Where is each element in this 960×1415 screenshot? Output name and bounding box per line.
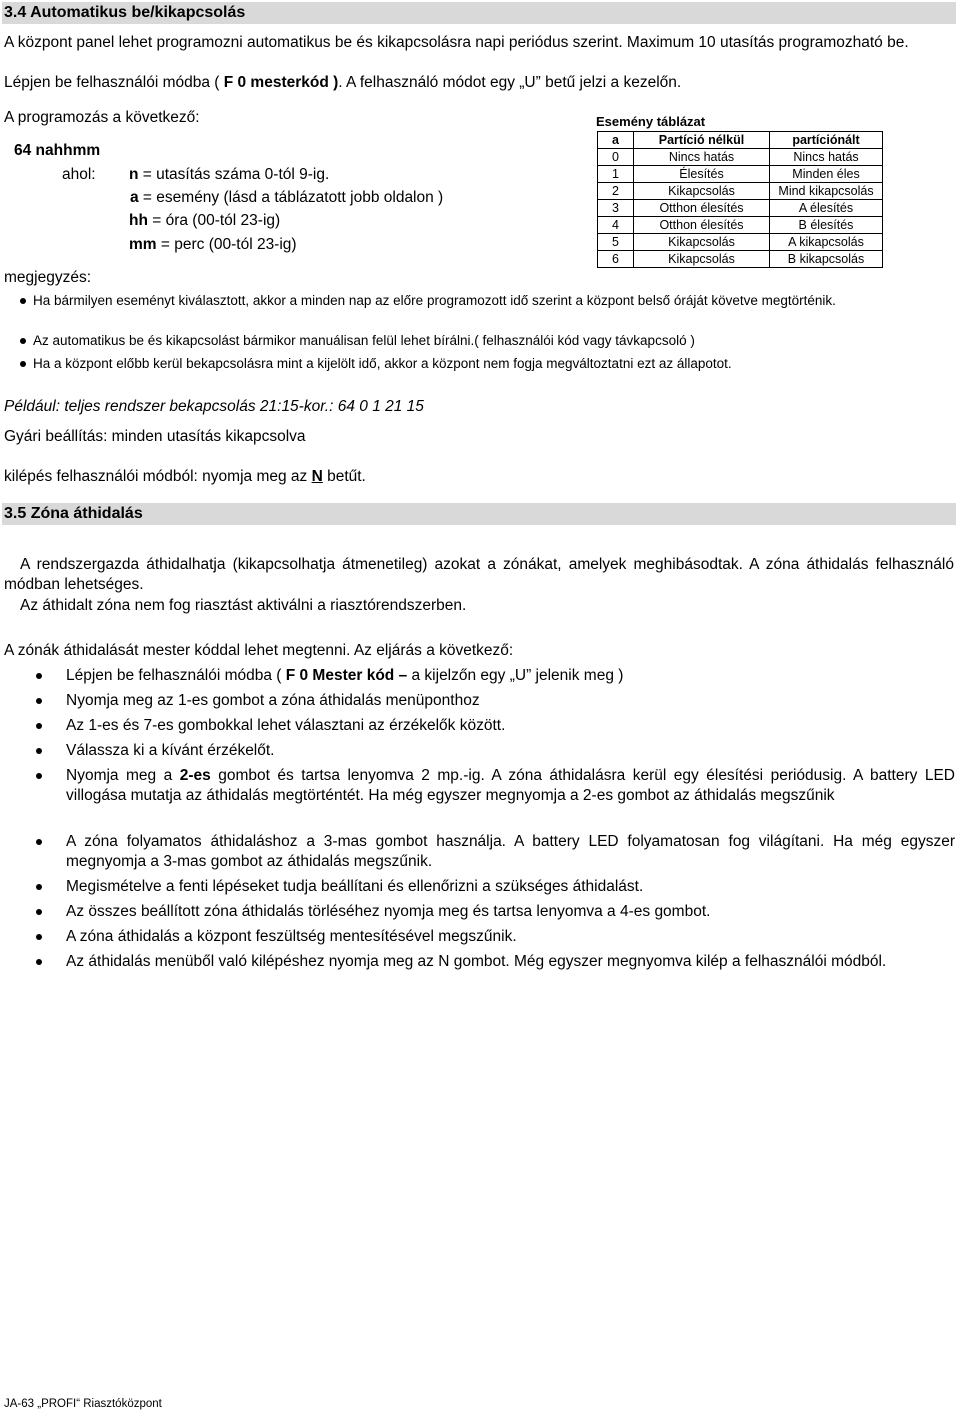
step-item: Az összes beállított zóna áthidalás törléséhez nyomja meg és tartsa lenyomva a 4-es gombot. xyxy=(66,903,711,920)
event-table-title: Esemény táblázat xyxy=(596,114,706,129)
where-label: ahol: xyxy=(62,166,96,183)
bullet-dot xyxy=(36,673,42,679)
intro-user-mode: Lépjen be felhasználói módba ( F 0 mesterkód ). A felhasználó módot egy „U” betű jelzi a kezelőn. xyxy=(4,74,682,91)
table-cell: 4 xyxy=(598,217,634,234)
step-item: Válassza ki a kívánt érzékelőt. xyxy=(66,742,275,759)
note-item: Az automatikus be és kikapcsolást bármikor manuálisan felül lehet bírálni.( felhasználói kód vagy távkapcsoló ) xyxy=(33,333,695,348)
table-cell: B élesítés xyxy=(770,217,883,234)
factory-default: Gyári beállítás: minden utasítás kikapcsolva xyxy=(4,428,306,445)
table-cell: 0 xyxy=(598,149,634,166)
step-item: Nyomja meg a 2-es gombot és tartsa lenyomva 2 mp.-ig. A zóna áthidalásra kerül egy élesítési periódusig. A battery LED villogása mutatja az áthidalás megtörténtét. Ha még egyszer megnyomja a 2-es gombot az áthidalás megszűnik xyxy=(66,767,955,804)
table-cell: 5 xyxy=(598,234,634,251)
table-row xyxy=(598,149,883,166)
table-cell: Kikapcsolás xyxy=(634,183,770,200)
def-mm: mm = perc (00-tól 23-ig) xyxy=(129,236,297,253)
bullet-dot xyxy=(36,884,42,890)
step-item: Lépjen be felhasználói módba ( F 0 Mester kód – a kijelzőn egy „U” jelenik meg ) xyxy=(66,667,624,684)
note-item: Ha a központ előbb kerül bekapcsolásra mint a kijelölt idő, akkor a központ nem fogja megváltoztatni ezt az állapotot. xyxy=(33,356,732,371)
bullet-dot xyxy=(36,934,42,940)
bullet-dot xyxy=(36,748,42,754)
bullet-dot xyxy=(36,959,42,965)
bypass-procedure-intro: A zónák áthidalását mester kóddal lehet megtenni. Az eljárás a következő: xyxy=(4,642,514,659)
header-cell: Partíció nélkül xyxy=(634,132,770,149)
header-cell: a xyxy=(598,132,634,149)
event-table-header xyxy=(598,132,883,149)
bullet-dot xyxy=(36,723,42,729)
notes-label: megjegyzés: xyxy=(4,269,92,286)
table-row xyxy=(598,200,883,217)
step-item: A zóna áthidalás a központ feszültség mentesítésével megszűnik. xyxy=(66,928,517,945)
bullet-dot xyxy=(20,338,26,344)
header-cell: partíciónált xyxy=(770,132,883,149)
table-row xyxy=(598,183,883,200)
programming-label: A programozás a következő: xyxy=(4,109,200,126)
bullet-dot xyxy=(36,839,42,845)
step-item: Az 1-es és 7-es gombokkal lehet választani az érzékelők között. xyxy=(66,717,506,734)
bypass-intro: A rendszergazda áthidalhatja (kikapcsolhatja átmenetileg) azokat a zónákat, amelyek meghibásodtak. A zóna áthidalás felhasználó módban lehetséges. xyxy=(4,556,954,593)
table-cell: Otthon élesítés xyxy=(634,217,770,234)
def-hh: hh = óra (00-tól 23-ig) xyxy=(129,212,281,229)
table-cell: Nincs hatás xyxy=(634,149,770,166)
table-cell: Mind kikapcsolás xyxy=(770,183,883,200)
table-cell: A kikapcsolás xyxy=(770,234,883,251)
exit-instruction: kilépés felhasználói módból: nyomja meg az N betűt. xyxy=(4,468,366,485)
bullet-dot xyxy=(36,909,42,915)
table-row xyxy=(598,234,883,251)
page-footer: JA-63 „PROFI“ Riasztóközpont xyxy=(4,1398,162,1410)
bullet-dot xyxy=(36,773,42,779)
table-cell: 3 xyxy=(598,200,634,217)
bypass-note: Az áthidalt zóna nem fog riasztást aktiválni a riasztórendszerben. xyxy=(20,597,467,614)
bullet-dot xyxy=(36,698,42,704)
table-cell: 6 xyxy=(598,251,634,268)
table-row xyxy=(598,166,883,183)
table-cell: Minden éles xyxy=(770,166,883,183)
table-cell: A élesítés xyxy=(770,200,883,217)
table-cell: Nincs hatás xyxy=(770,149,883,166)
table-cell: 2 xyxy=(598,183,634,200)
example-text: Például: teljes rendszer bekapcsolás 21:15-kor.: 64 0 1 21 15 xyxy=(4,398,424,415)
table-row xyxy=(598,217,883,234)
section-heading-3-4: 3.4 Automatikus be/kikapcsolás xyxy=(2,2,956,24)
intro-paragraph: A központ panel lehet programozni automatikus be és kikapcsolásra napi periódus szerint. Maximum 10 utasítás programozható be. xyxy=(4,34,909,51)
step-item: Az áthidalás menüből való kilépéshez nyomja meg az N gombot. Még egyszer megnyomva kilép a felhasználói módból. xyxy=(66,953,887,970)
def-a: a = esemény (lásd a táblázatott jobb oldalon ) xyxy=(130,189,444,206)
table-cell: Kikapcsolás xyxy=(634,251,770,268)
table-cell: Élesítés xyxy=(634,166,770,183)
def-n: n = utasítás száma 0-tól 9-ig. xyxy=(129,166,330,183)
bullet-dot xyxy=(20,361,26,367)
table-row xyxy=(598,251,883,268)
bullet-dot xyxy=(20,298,26,304)
step-item: Nyomja meg az 1-es gombot a zóna áthidalás menüponthoz xyxy=(66,692,480,709)
step-item: A zóna folyamatos áthidaláshoz a 3-mas gombot használja. A battery LED folyamatosan fog világítani. Ha még egyszer megnyomja a 3-mas gombot az áthidalás megszűnik. xyxy=(66,833,955,870)
table-cell: B kikapcsolás xyxy=(770,251,883,268)
note-item: Ha bármilyen eseményt kiválasztott, akkor a minden nap az előre programozott idő szerint a központ belső óráját követve megtörténik. xyxy=(33,293,836,308)
event-table xyxy=(597,131,883,268)
step-item: Megismételve a fenti lépéseket tudja beállítani és ellenőrizni a szükséges áthidalást. xyxy=(66,878,644,895)
table-cell: Kikapcsolás xyxy=(634,234,770,251)
program-code: 64 nahhmm xyxy=(14,142,101,159)
section-heading-3-5: 3.5 Zóna áthidalás xyxy=(2,503,956,525)
table-cell: 1 xyxy=(598,166,634,183)
table-cell: Otthon élesítés xyxy=(634,200,770,217)
